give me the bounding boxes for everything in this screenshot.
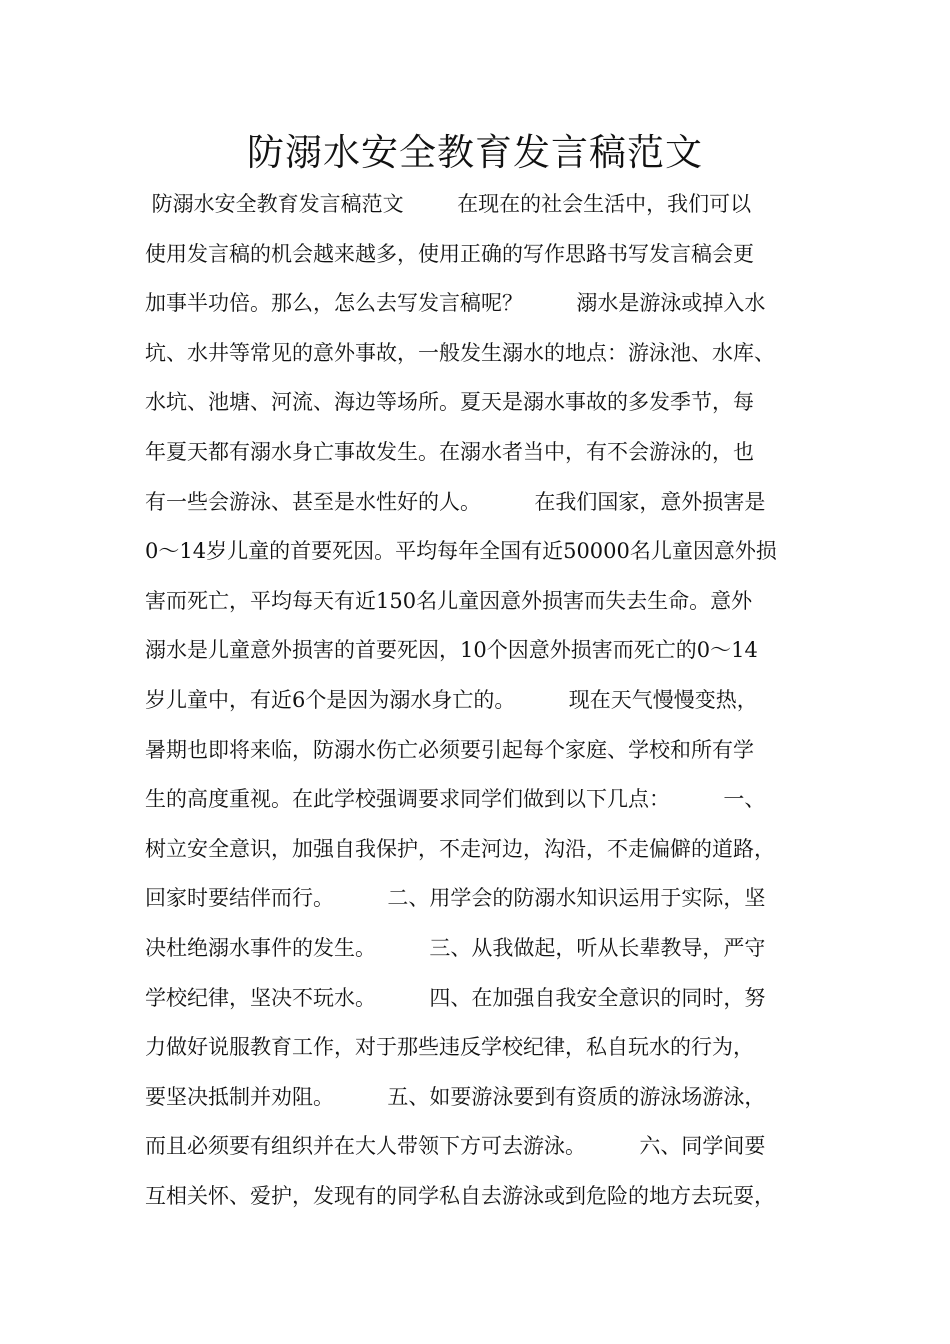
text-line: 岁儿童中，有近6个是因为溺水身亡的。 现在天气慢慢变热，	[145, 687, 758, 712]
text-line: 力做好说服教育工作，对于那些违反学校纪律，私自玩水的行为，	[145, 1035, 754, 1060]
document-body	[145, 180, 825, 1221]
text-line: 使用发言稿的机会越来越多，使用正确的写作思路书写发言稿会更	[145, 241, 754, 266]
text-line: 坑、水井等常见的意外事故，一般发生溺水的地点：游泳池、水库、	[145, 340, 775, 365]
text-line: 而且必须要有组织并在大人带领下方可去游泳。 六、同学间要	[145, 1134, 766, 1159]
text-line: 树立安全意识，加强自我保护，不走河边，沟沿，不走偏僻的道路，	[145, 836, 775, 861]
text-line: 水坑、池塘、河流、海边等场所。夏天是溺水事故的多发季节，每	[145, 390, 754, 415]
text-line: 0～14岁儿童的首要死因。平均每年全国有近50000名儿童因意外损	[145, 539, 777, 564]
text-line: 溺水是儿童意外损害的首要死因，10个因意外损害而死亡的0～14	[145, 638, 758, 663]
text-line: 互相关怀、爱护，发现有的同学私自去游泳或到危险的地方去玩耍，	[145, 1183, 775, 1208]
text-line: 决杜绝溺水事件的发生。 三、从我做起，听从长辈教导，严守	[145, 935, 766, 960]
text-line: 回家时要结伴而行。 二、用学会的防溺水知识运用于实际，坚	[145, 886, 766, 911]
text-line: 暑期也即将来临，防溺水伤亡必须要引起每个家庭、学校和所有学	[145, 737, 754, 762]
text-line: 学校纪律，坚决不玩水。 四、在加强自我安全意识的同时，努	[145, 985, 766, 1010]
text-line: 年夏天都有溺水身亡事故发生。在溺水者当中，有不会游泳的，也	[145, 439, 754, 464]
document-title: 防溺水安全教育发言稿范文	[247, 131, 703, 174]
text-line: 防溺水安全教育发言稿范文 在现在的社会生活中，我们可以	[145, 192, 752, 216]
text-line: 加事半功倍。那么，怎么去写发言稿呢？ 溺水是游泳或掉入水	[145, 291, 766, 316]
text-line: 害而死亡，平均每天有近150名儿童因意外损害而失去生命。意外	[145, 588, 753, 613]
text-line: 要坚决抵制并劝阻。 五、如要游泳要到有资质的游泳场游泳，	[145, 1084, 766, 1109]
text-line: 有一些会游泳、甚至是水性好的人。 在我们国家，意外损害是	[145, 489, 766, 514]
text-line: 生的高度重视。在此学校强调要求同学们做到以下几点： 一、	[145, 787, 766, 812]
